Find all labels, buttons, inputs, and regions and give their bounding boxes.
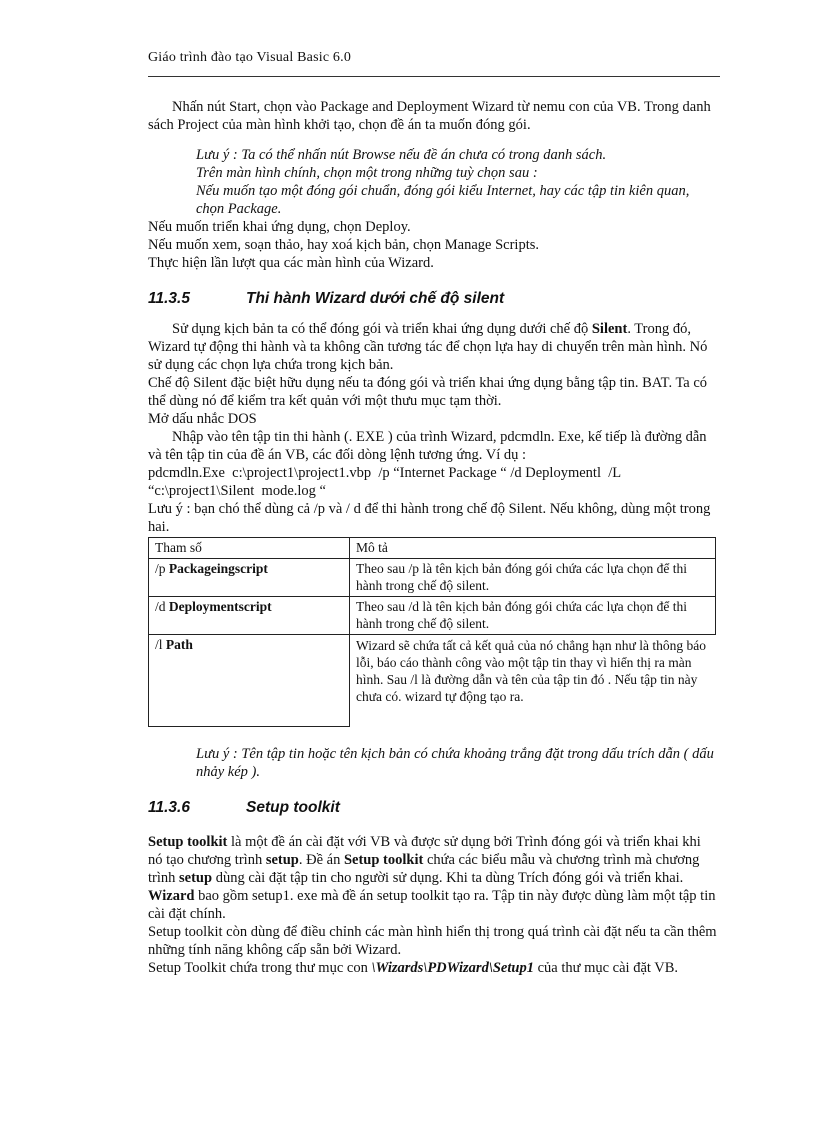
silent-paragraph-1: Sử dụng kịch bản ta có thể đóng gói và triển khai ứng dụng dưới chế độ Silent. Trong đó, Wizard tự động thi hành và ta không cần tương tác để chọn lựa hay di chuyển trên màn hình. Nó sử dụng các chọn lựa chứa trong kịch bản. (148, 321, 708, 373)
parameter-table (148, 537, 716, 727)
command-example-line-2: “c:\project1\Silent mode.log “ (148, 483, 326, 499)
table-header-desc: Mô tả (350, 538, 716, 559)
line-wizard-screens: Thực hiện lần lượt qua các màn hình của Wizard. (148, 255, 434, 271)
table-cell-desc: Theo sau /p là tên kịch bản đóng gói chứa các lựa chọn để thi hành trong chế độ silent. (350, 559, 716, 597)
page-content (148, 98, 718, 977)
silent-paragraph-4: Nhập vào tên tập tin thi hành (. EXE ) của trình Wizard, pdcmdln. Exe, kế tiếp là đường dẫn và tên tập tin của đề án VB, các đối dòng lệnh tương ứng. Ví dụ : (148, 429, 707, 463)
setup-paragraph-2: Setup toolkit còn dùng để điều chỉnh các màn hình hiển thị trong quá trình cài đặt nếu ta cần thêm những tính năng không cấp sẵn bởi Wizard. (148, 924, 717, 958)
silent-note-paragraph: Lưu ý : bạn chó thể dùng cả /p và / d để thi hành trong chế độ Silent. Nếu không, dùng một trong hai. (148, 501, 711, 535)
header-rule (148, 76, 720, 77)
setup-paragraph-1: Setup toolkit là một đề án cài đặt với VB và được sử dụng bởi Trình đóng gói và triển khai khi nó tạo chương trình setup. Đề án Setup toolkit chứa các biểu mẫu và chương trình mà chương trình setup dùng cài đặt tập tin cho người sử dụng. Khi ta dùng Trích đóng gói và triển khai. Wizard bao gồm setup1. exe mà đề án setup toolkit tạo ra. Tập tin này được dùng làm một tập tin cài đặt chính. (148, 834, 716, 922)
table-cell-desc: Theo sau /d là tên kịch bản đóng gói chứa các lựa chọn để thi hành trong chế độ silent. (350, 597, 716, 635)
line-manage-scripts: Nếu muốn xem, soạn thảo, hay xoá kịch bản, chọn Manage Scripts. (148, 237, 540, 253)
table-header-param: Tham số (149, 538, 350, 559)
section-title: Thi hành Wizard dưới chế độ silent (246, 290, 505, 307)
section-heading-setup-toolkit (148, 797, 718, 819)
note-browse: Lưu ý : Ta có thể nhấn nút Browse nếu đề án chưa có trong danh sách. (196, 147, 607, 163)
table-row (149, 597, 716, 635)
silent-paragraph-3: Mở dấu nhắc DOS (148, 411, 257, 427)
table-row (149, 559, 716, 597)
command-example-line-1: pdcmdln.Exe c:\project1\project1.vbp /p “Internet Package “ /d Deploymentl /L (148, 465, 622, 481)
table-cell-param: /d Deploymentscript (149, 597, 350, 635)
section-heading-silent (148, 288, 718, 310)
section-title: Setup toolkit (246, 799, 340, 816)
intro-paragraph: Nhấn nút Start, chọn vào Package and Deployment Wizard từ nemu con của VB. Trong danh sách Project của màn hình khởi tạo, chọn đề án ta muốn đóng gói. (148, 99, 711, 133)
table-header-row (149, 538, 716, 559)
note-package: Nếu muốn tạo một đóng gói chuẩn, đóng gói kiểu Internet, hay các tập tin kiên quan, chọn Package. (196, 183, 690, 217)
table-row (149, 635, 716, 727)
note-main-screen: Trên màn hình chính, chọn một trong những tuỳ chọn sau : (196, 165, 538, 181)
table-cell-param: /p Packageingscript (149, 559, 350, 597)
setup-paragraph-3: Setup Toolkit chứa trong thư mục con \Wizards\PDWizard\Setup1 của thư mục cài đặt VB. (148, 960, 679, 976)
table-cell-desc: Wizard sẽ chứa tất cả kết quả của nó chẳng hạn như là thông báo lỗi, báo cáo thành công vào một tập tin thay vì hiển thị ra màn hình. Sau /l là đường dẫn và tên của tập tin đó . Nếu tập tin này chưa có. wizard tự động tạo ra. (356, 638, 706, 704)
section-number: 11.3.6 (148, 799, 190, 816)
silent-paragraph-2: Chế độ Silent đặc biệt hữu dụng nếu ta đóng gói và triển khai ứng dụng bằng tập tin. BAT. Ta có thể dùng nó để kiểm tra kết quản với một thưu mục tạm thời. (148, 375, 708, 409)
line-deploy: Nếu muốn triển khai ứng dụng, chọn Deploy. (148, 219, 411, 235)
table-cell-param: /l Path (149, 635, 350, 727)
section-number: 11.3.5 (148, 290, 190, 307)
note-filename-spaces: Lưu ý : Tên tập tin hoặc tên kịch bản có chứa khoảng trắng đặt trong dấu trích dẫn ( dấu nhảy kép ). (196, 746, 714, 780)
page-header: Giáo trình đào tạo Visual Basic 6.0 (148, 50, 352, 65)
